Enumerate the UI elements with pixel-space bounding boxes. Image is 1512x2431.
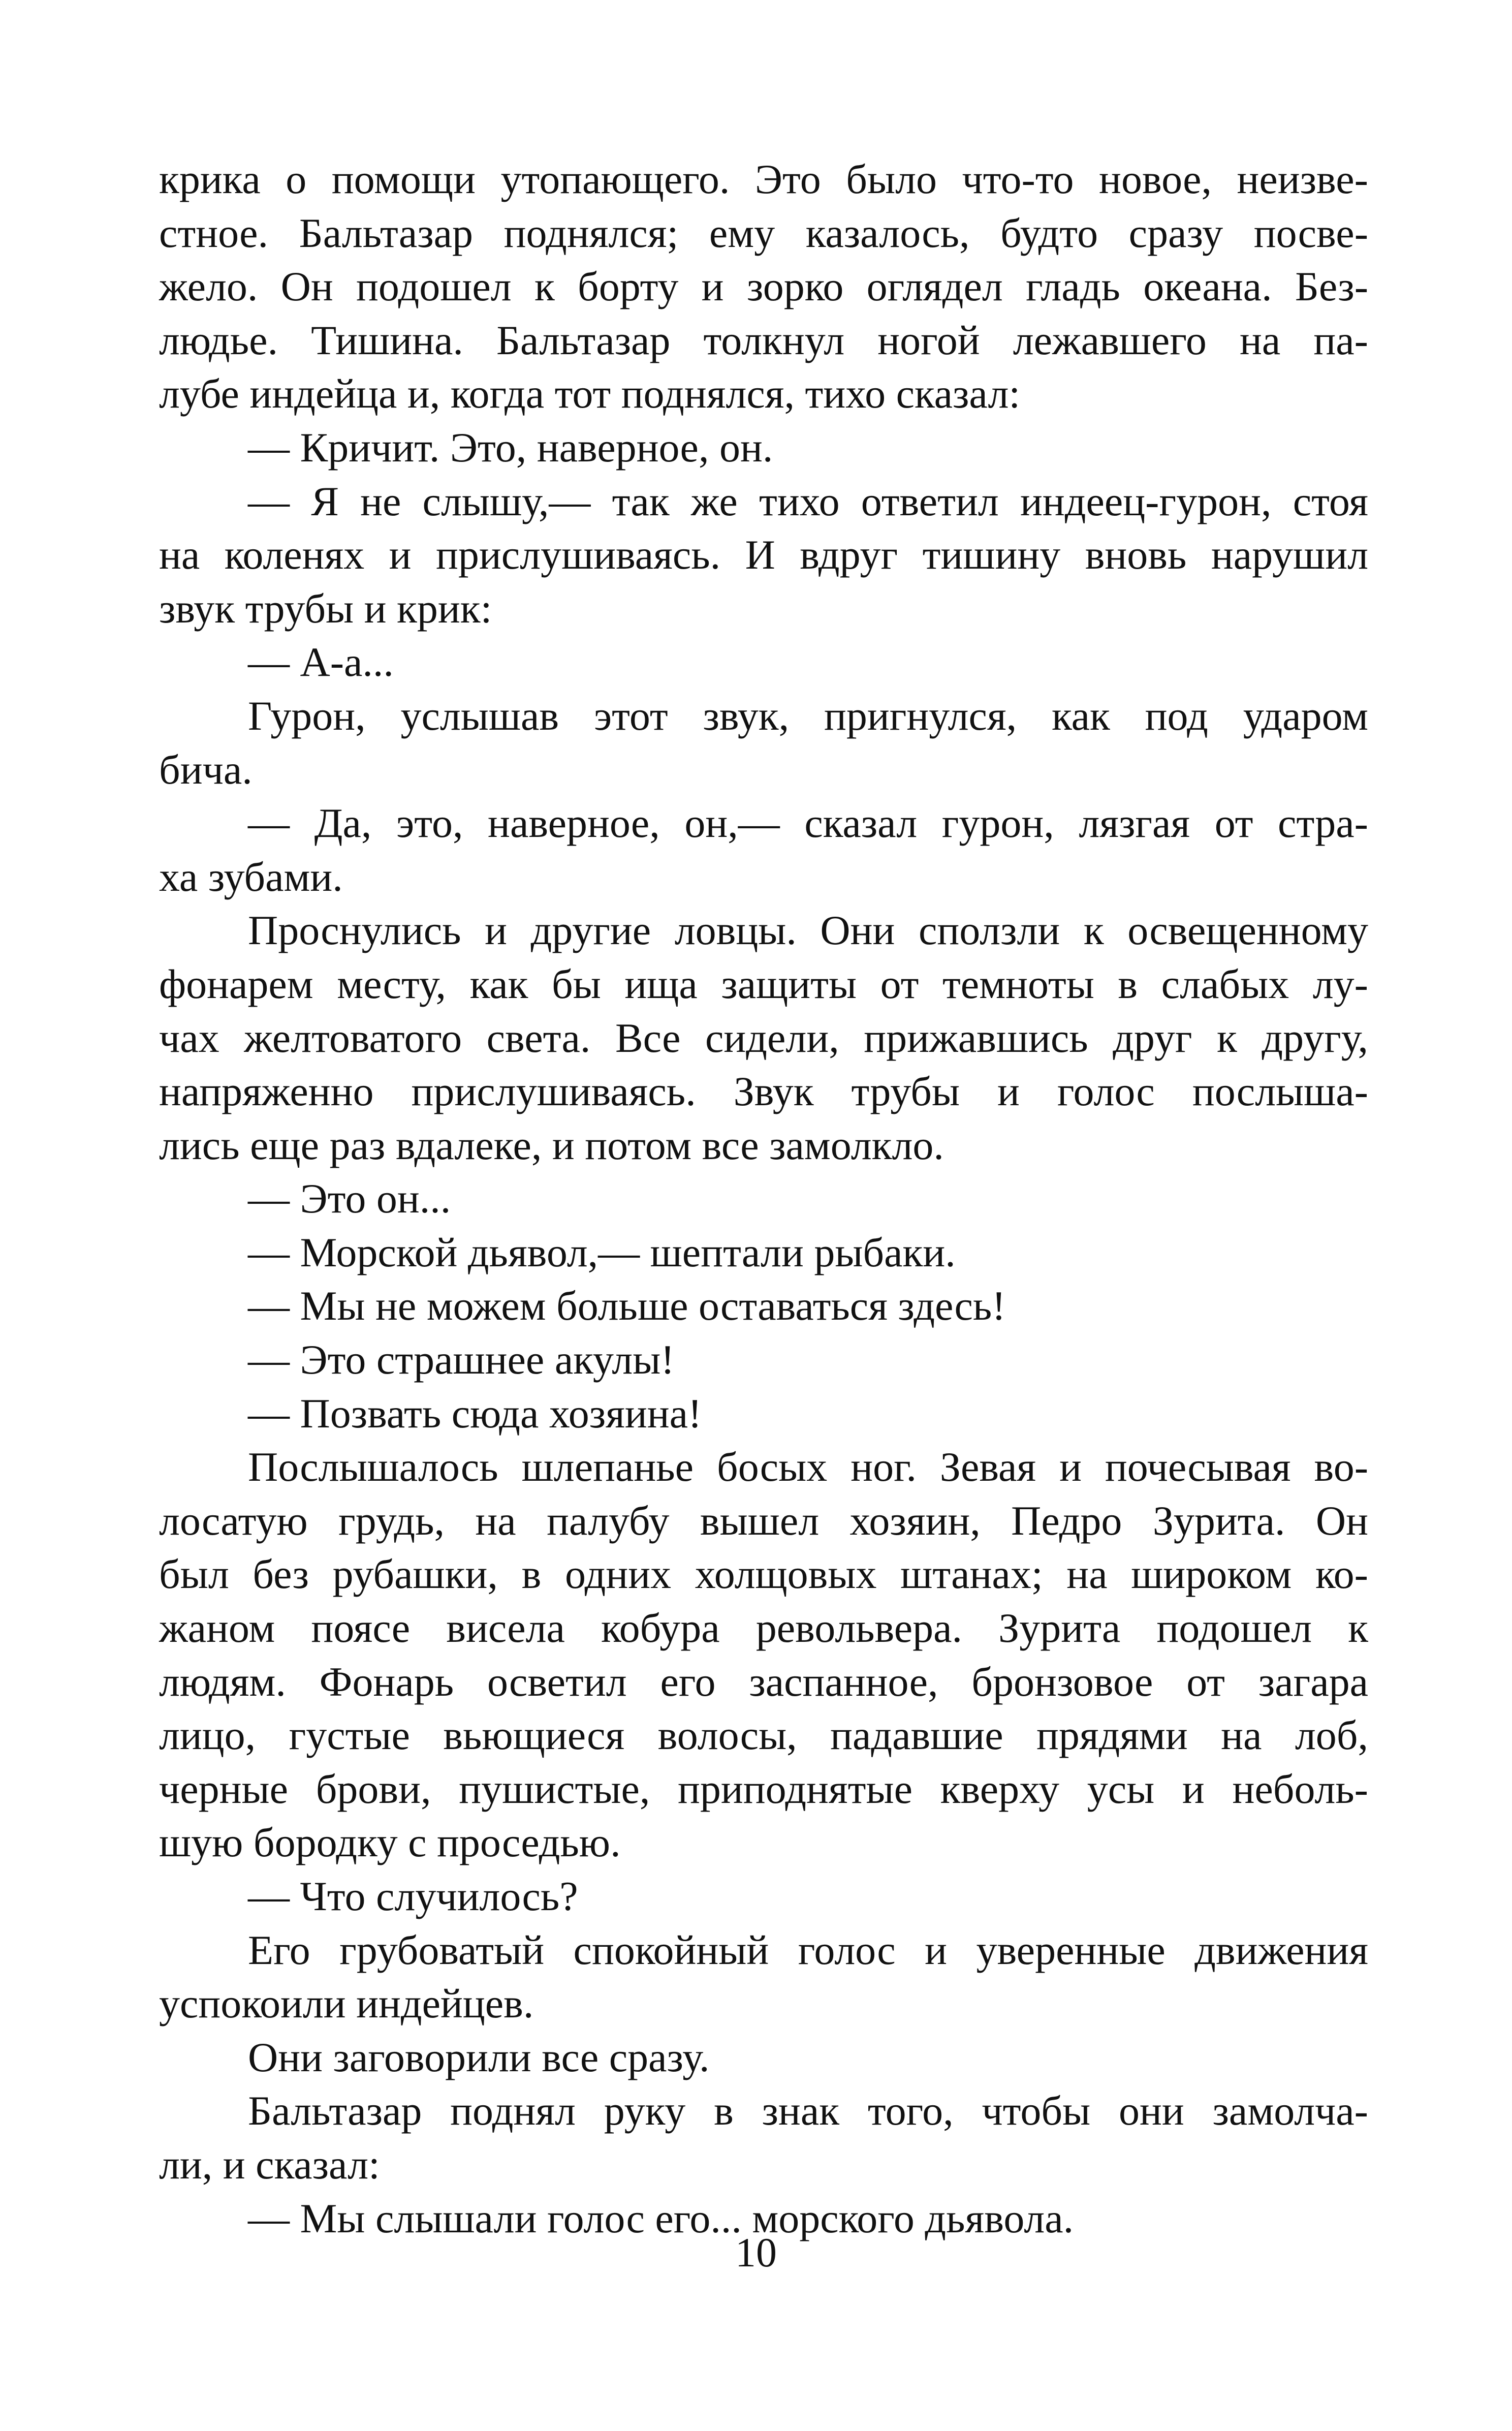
text-line: Проснулись и другие ловцы. Они сползли к освещенному	[248, 907, 1368, 954]
text-line: успокоили индейцев.	[159, 1980, 534, 2027]
text-line: — Кричит. Это, наверное, он.	[248, 424, 773, 471]
text-line: ли, и сказал:	[159, 2141, 380, 2188]
text-line: — Позвать сюда хозяина!	[248, 1390, 702, 1437]
text-line: — А-а...	[248, 639, 394, 685]
text-line: — Да, это, наверное, он,— сказал гурон, лязгая от стра-	[248, 800, 1368, 847]
text-line: бича.	[159, 746, 253, 793]
body-text	[159, 152, 1368, 2245]
text-line: Они заговорили все сразу.	[248, 2034, 710, 2080]
text-line: лосатую грудь, на палубу вышел хозяин, Педро Зурита. Он	[159, 1497, 1368, 1544]
text-line: людье. Тишина. Бальтазар толкнул ногой лежавшего на па-	[159, 317, 1368, 363]
text-line: на коленях и прислушиваясь. И вдруг тишину вновь нарушил	[159, 532, 1368, 578]
text-line: напряженно прислушиваясь. Звук трубы и голос послыша-	[159, 1068, 1368, 1115]
text-line: — Мы не можем больше оставаться здесь!	[248, 1283, 1006, 1329]
text-line: стное. Бальтазар поднялся; ему казалось, будто сразу посве-	[159, 209, 1368, 256]
text-line: звук трубы и крик:	[159, 585, 492, 632]
text-line: Его грубоватый спокойный голос и уверенные движения	[248, 1926, 1368, 1973]
text-line: — Я не слышу,— так же тихо ответил индеец-гурон, стоя	[248, 478, 1368, 524]
text-line: шую бородку с проседью.	[159, 1819, 621, 1866]
text-line: черные брови, пушистые, приподнятые кверху усы и неболь-	[159, 1765, 1368, 1812]
text-line: был без рубашки, в одних холщовых штанах; на широком ко-	[159, 1551, 1368, 1598]
text-line: лицо, густые вьющиеся волосы, падавшие прядями на лоб,	[159, 1712, 1368, 1759]
text-line: лубе индейца и, когда тот поднялся, тихо сказал:	[159, 370, 1021, 417]
text-line: жело. Он подошел к борту и зорко оглядел гладь океана. Без-	[159, 263, 1368, 310]
text-line: Бальтазар поднял руку в знак того, чтобы они замолча-	[248, 2087, 1368, 2134]
text-line: жаном поясе висела кобура револьвера. Зурита подошел к	[159, 1605, 1368, 1651]
text-line: крика о помощи утопающего. Это было что-то новое, неизве-	[159, 156, 1368, 202]
text-line: ха зубами.	[159, 853, 343, 900]
text-line: фонарем месту, как бы ища защиты от темноты в слабых лу-	[159, 960, 1368, 1007]
text-line: — Что случилось?	[248, 1873, 578, 1919]
text-line: Послышалось шлепанье босых ног. Зевая и почесывая во-	[248, 1444, 1368, 1490]
text-line: чах желтоватого света. Все сидели, прижавшись друг к другу,	[159, 1014, 1368, 1061]
text-line: Гурон, услышав этот звук, пригнулся, как под ударом	[248, 692, 1368, 739]
text-line: — Морской дьявол,— шептали рыбаки.	[248, 1229, 956, 1275]
text-line: — Это он...	[248, 1175, 451, 1222]
text-line: — Мы слышали голос его... морского дьявола.	[248, 2195, 1074, 2241]
text-line: людям. Фонарь осветил его заспанное, бронзовое от загара	[159, 1658, 1368, 1705]
text-line: — Это страшнее акулы!	[248, 1336, 675, 1383]
page-number: 10	[735, 2229, 777, 2276]
text-line: лись еще раз вдалеке, и потом все замолкло.	[159, 1121, 944, 1168]
